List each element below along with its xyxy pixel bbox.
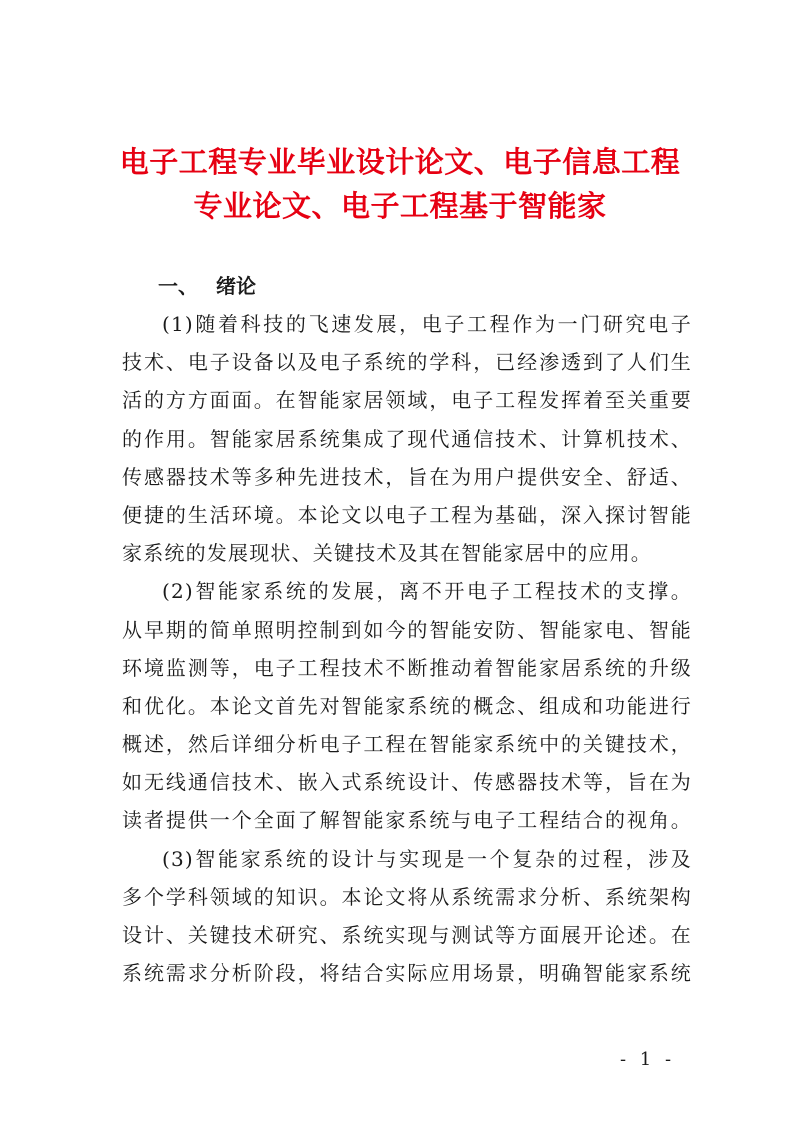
paragraph-1-line-7: 家系统的发展现状、关键技术及其在智能家居中的应用。 [122, 541, 652, 566]
section-title: 绪论 [216, 274, 256, 298]
paragraph-2-line-2: 从早期的简单照明控制到如今的智能安防、智能家电、智能 [122, 617, 692, 642]
paragraph-1-line-1: (1)随着科技的飞速发展，电子工程作为一门研究电子 [162, 312, 692, 336]
paragraph-1-line-6: 便捷的生活环境。本论文以电子工程为基础，深入探讨智能 [122, 502, 692, 527]
paragraph-2-line-6: 如无线通信技术、嵌入式系统设计、传感器技术等，旨在为 [122, 770, 692, 795]
paragraph-3-line-3: 设计、关键技术研究、系统实现与测试等方面展开论述。在 [122, 923, 692, 947]
paragraph-3-line-2: 多个学科领域的知识。本论文将从系统需求分析、系统架构 [122, 884, 692, 909]
paragraph-2-line-1: (2)智能家系统的发展，离不开电子工程技术的支撑。 [162, 579, 692, 604]
paragraph-3-line-4: 系统需求分析阶段，将结合实际应用场景，明确智能家系统 [122, 961, 692, 986]
section-number: 一、 [158, 274, 198, 298]
paragraph-1-line-5: 传感器技术等多种先进技术，旨在为用户提供安全、舒适、 [122, 464, 692, 489]
page-number: - 1 - [620, 1049, 676, 1070]
paragraph-1-line-4: 的作用。智能家居系统集成了现代通信技术、计算机技术、 [122, 426, 692, 451]
paragraph-3-line-1: (3)智能家系统的设计与实现是一个复杂的过程，涉及 [162, 846, 692, 871]
title-line-1: 电子工程专业毕业设计论文、电子信息工程 [119, 145, 681, 179]
paragraph-2-line-4: 和优化。本论文首先对智能家系统的概念、组成和功能进行 [122, 693, 692, 718]
section-heading [158, 269, 256, 303]
document-body [122, 305, 692, 992]
document-title [100, 140, 700, 228]
paragraph-2-line-3: 环境监测等，电子工程技术不断推动着智能家居系统的升级 [122, 655, 692, 680]
paragraph-1-line-3: 活的方方面面。在智能家居领域，电子工程发挥着至关重要 [122, 388, 692, 413]
paragraph-2-line-5: 概述，然后详细分析电子工程在智能家系统中的关键技术， [122, 732, 692, 757]
paragraph-2-line-7: 读者提供一个全面了解智能家系统与电子工程结合的视角。 [122, 808, 692, 833]
title-line-2: 专业论文、电子工程基于智能家 [193, 189, 607, 223]
paragraph-1-line-2: 技术、电子设备以及电子系统的学科，已经渗透到了人们生 [122, 350, 692, 375]
